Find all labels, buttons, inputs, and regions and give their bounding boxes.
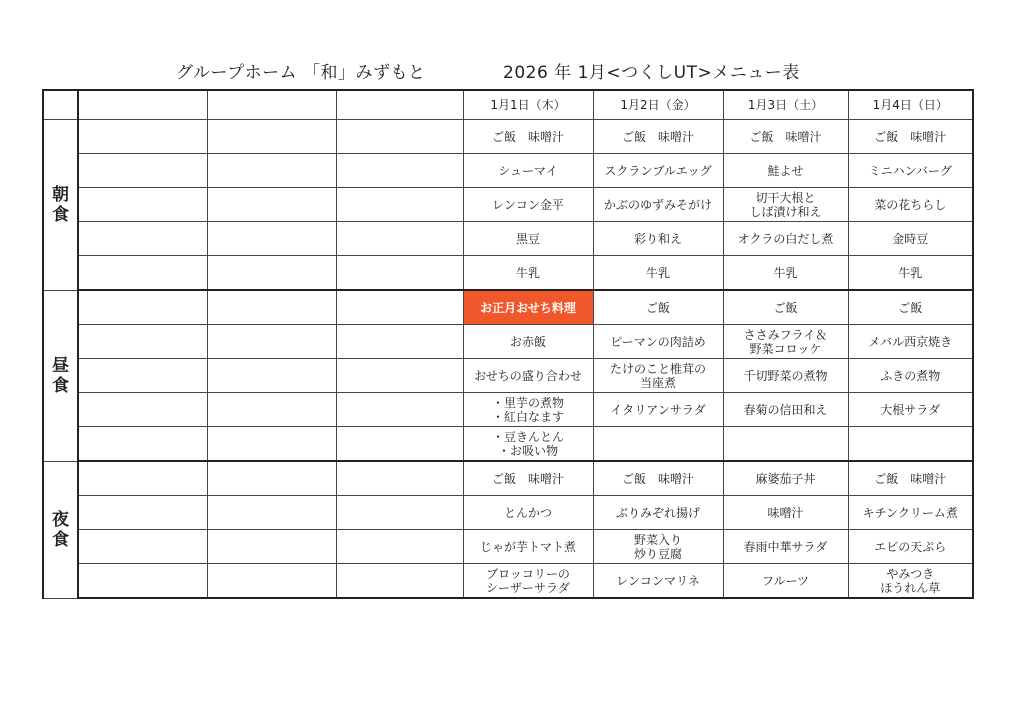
dish-text: 牛乳 [515, 265, 540, 280]
dish-text: 春雨中華サラダ [743, 539, 828, 554]
dish-text: ピーマンの肉詰め [610, 334, 706, 349]
blank-cell [78, 120, 207, 154]
dish-cell [463, 461, 593, 496]
blank-cell [78, 290, 207, 325]
dish-text: エビの天ぷら [874, 539, 947, 554]
blank-cell [78, 393, 207, 427]
dish-text: お正月おせち料理 [480, 300, 576, 315]
blank-cell [336, 222, 463, 256]
dish-text: ふきの煮物 [880, 368, 941, 383]
day-header: 1月4日（日） [848, 90, 973, 120]
dish-text: 味噌汁 [767, 505, 804, 520]
dish-cell [723, 530, 848, 564]
dish-text: ご飯 味噌汁 [621, 471, 694, 486]
dish-text: ご飯 味噌汁 [491, 471, 564, 486]
dish-cell [723, 393, 848, 427]
header-row [43, 90, 973, 120]
dish-cell [848, 188, 973, 222]
dish-text: かぶのゆずみそがけ [603, 197, 712, 212]
dish-cell [848, 154, 973, 188]
dish-cell [593, 461, 723, 496]
dish-text: オクラの白だし煮 [737, 231, 834, 246]
blank-cell [336, 256, 463, 291]
dish-cell [848, 393, 973, 427]
blank-header-cell [336, 90, 463, 120]
dish-cell [848, 222, 973, 256]
dish-cell [723, 461, 848, 496]
dish-cell [593, 154, 723, 188]
dish-text: 切干大根と しば漬け和え [749, 190, 822, 219]
dish-cell [463, 427, 593, 462]
dish-cell [848, 359, 973, 393]
blank-cell [336, 154, 463, 188]
blank-cell [78, 222, 207, 256]
day-header: 1月3日（土） [723, 90, 848, 120]
dish-cell [463, 188, 593, 222]
dish-text: ミニハンバーグ [868, 163, 952, 178]
blank-cell [78, 359, 207, 393]
dish-text: ・豆きんとん ・お吸い物 [491, 429, 564, 458]
meal-label [43, 461, 78, 598]
menu-row [43, 222, 973, 256]
blank-cell [207, 461, 336, 496]
dish-cell [463, 290, 593, 325]
dish-text: ぶりみぞれ揚げ [615, 505, 700, 520]
dish-cell [723, 325, 848, 359]
meal-label [43, 120, 78, 291]
blank-cell [336, 427, 463, 462]
blank-cell [207, 564, 336, 599]
blank-cell [336, 530, 463, 564]
blank-cell [78, 256, 207, 291]
dish-cell [463, 530, 593, 564]
dish-text: ご飯 [898, 300, 923, 315]
dish-cell [593, 393, 723, 427]
menu-row [43, 393, 973, 427]
blank-cell [207, 222, 336, 256]
dish-cell [723, 496, 848, 530]
dish-cell [593, 290, 723, 325]
dish-cell [848, 427, 973, 462]
dish-cell [593, 427, 723, 462]
menu-row [43, 530, 973, 564]
dish-text: シューマイ [498, 163, 558, 178]
dish-cell [463, 496, 593, 530]
dish-text: 大根サラダ [880, 402, 941, 417]
meal-label-text: 朝 食 [52, 184, 69, 225]
menu-row [43, 496, 973, 530]
dish-text: 金時豆 [892, 231, 929, 246]
dish-cell [463, 564, 593, 599]
blank-cell [207, 290, 336, 325]
dish-cell [848, 256, 973, 291]
blank-cell [207, 256, 336, 291]
home-name: グループホーム 「和」みずもと [176, 63, 426, 83]
menu-row [43, 359, 973, 393]
meal-label-text: 夜 食 [52, 509, 69, 550]
dish-text: ご飯 味噌汁 [749, 129, 822, 144]
blank-cell [336, 393, 463, 427]
dish-cell [848, 530, 973, 564]
dish-cell [848, 325, 973, 359]
dish-cell [463, 154, 593, 188]
day-header: 1月2日（金） [593, 90, 723, 120]
dish-cell [723, 222, 848, 256]
blank-cell [336, 461, 463, 496]
dish-text: お赤飯 [509, 334, 546, 349]
menu-row [43, 290, 973, 325]
dish-text: ご飯 [773, 300, 798, 315]
dish-cell [723, 359, 848, 393]
dish-text: メバル西京焼き [868, 334, 953, 349]
blank-cell [78, 564, 207, 599]
dish-text: 黒豆 [515, 231, 540, 246]
dish-cell [848, 461, 973, 496]
blank-cell [78, 427, 207, 462]
dish-text: スクランブルエッグ [604, 163, 712, 178]
menu-row [43, 325, 973, 359]
blank-cell [78, 461, 207, 496]
dish-text: レンコン金平 [492, 197, 564, 212]
dish-text: 野菜入り 炒り豆腐 [633, 532, 682, 561]
dish-cell [848, 496, 973, 530]
dish-text: たけのこと椎茸の 当座煮 [609, 361, 706, 390]
menu-row [43, 120, 973, 154]
dish-text: おせちの盛り合わせ [474, 368, 582, 383]
dish-text: ご飯 味噌汁 [621, 129, 694, 144]
dish-cell [593, 359, 723, 393]
dish-cell [593, 325, 723, 359]
dish-text: 彩り和え [633, 231, 682, 246]
blank-cell [336, 564, 463, 599]
dish-cell [593, 188, 723, 222]
blank-cell [336, 325, 463, 359]
blank-cell [207, 530, 336, 564]
dish-cell [593, 222, 723, 256]
blank-cell [207, 496, 336, 530]
menu-title: 2026 年 1月<つくしUT>メニュー表 [503, 63, 800, 83]
dish-text: 鮭よせ [767, 163, 804, 178]
dish-text: ご飯 味噌汁 [874, 129, 947, 144]
menu-row [43, 461, 973, 496]
dish-cell [593, 564, 723, 599]
blank-cell [336, 359, 463, 393]
dish-cell [723, 256, 848, 291]
blank-cell [207, 393, 336, 427]
blank-cell [207, 154, 336, 188]
dish-text: 牛乳 [645, 265, 670, 280]
menu-row [43, 188, 973, 222]
dish-text: 牛乳 [898, 265, 923, 280]
blank-cell [78, 188, 207, 222]
blank-cell [336, 290, 463, 325]
blank-cell [207, 325, 336, 359]
dish-text: ・里芋の煮物 ・紅白なます [491, 395, 564, 424]
dish-cell [463, 359, 593, 393]
blank-cell [78, 530, 207, 564]
menu-row [43, 564, 973, 599]
dish-text: 菜の花ちらし [874, 197, 947, 212]
dish-text: やみつき ほうれん草 [880, 566, 941, 595]
menu-row [43, 427, 973, 462]
dish-text: とんかつ [503, 505, 552, 520]
dish-cell [848, 564, 973, 599]
blank-header-cell [207, 90, 336, 120]
blank-cell [78, 325, 207, 359]
dish-cell [463, 120, 593, 154]
blank-cell [207, 120, 336, 154]
blank-cell [207, 359, 336, 393]
dish-text: イタリアンサラダ [610, 402, 706, 417]
blank-cell [336, 120, 463, 154]
menu-table [42, 89, 974, 599]
dish-cell [723, 154, 848, 188]
dish-cell [723, 120, 848, 154]
blank-header-cell [78, 90, 207, 120]
menu-row [43, 256, 973, 291]
dish-cell [593, 530, 723, 564]
dish-cell [463, 393, 593, 427]
dish-cell [463, 222, 593, 256]
blank-cell [78, 154, 207, 188]
meal-label [43, 290, 78, 461]
dish-text: レンコンマリネ [616, 573, 700, 588]
dish-text: 牛乳 [773, 265, 798, 280]
dish-text: ご飯 [645, 300, 670, 315]
dish-text: ささみフライ＆ 野菜コロッケ [743, 327, 828, 356]
dish-cell [723, 427, 848, 462]
day-header: 1月1日（木） [463, 90, 593, 120]
dish-cell [593, 256, 723, 291]
dish-text: ご飯 味噌汁 [874, 471, 947, 486]
menu-row [43, 154, 973, 188]
dish-text: 千切野菜の煮物 [743, 368, 828, 383]
dish-text: ご飯 味噌汁 [491, 129, 564, 144]
dish-text: ブロッコリーの シーザーサラダ [486, 566, 570, 595]
dish-cell [463, 325, 593, 359]
dish-cell [463, 256, 593, 291]
dish-cell [723, 564, 848, 599]
dish-cell [723, 188, 848, 222]
dish-cell [723, 290, 848, 325]
dish-text: じゃが芋トマト煮 [479, 539, 576, 554]
meal-label-text: 昼 食 [52, 355, 69, 396]
dish-cell [593, 496, 723, 530]
corner-cell [43, 90, 78, 120]
dish-text: キチンクリーム煮 [862, 505, 958, 520]
blank-cell [207, 427, 336, 462]
dish-cell [848, 290, 973, 325]
dish-cell [848, 120, 973, 154]
blank-cell [336, 188, 463, 222]
blank-cell [207, 188, 336, 222]
blank-cell [78, 496, 207, 530]
blank-cell [336, 496, 463, 530]
dish-text: 麻婆茄子丼 [755, 471, 816, 486]
dish-text: フルーツ [761, 573, 810, 588]
dish-text: 春菊の信田和え [743, 402, 828, 417]
dish-cell [593, 120, 723, 154]
